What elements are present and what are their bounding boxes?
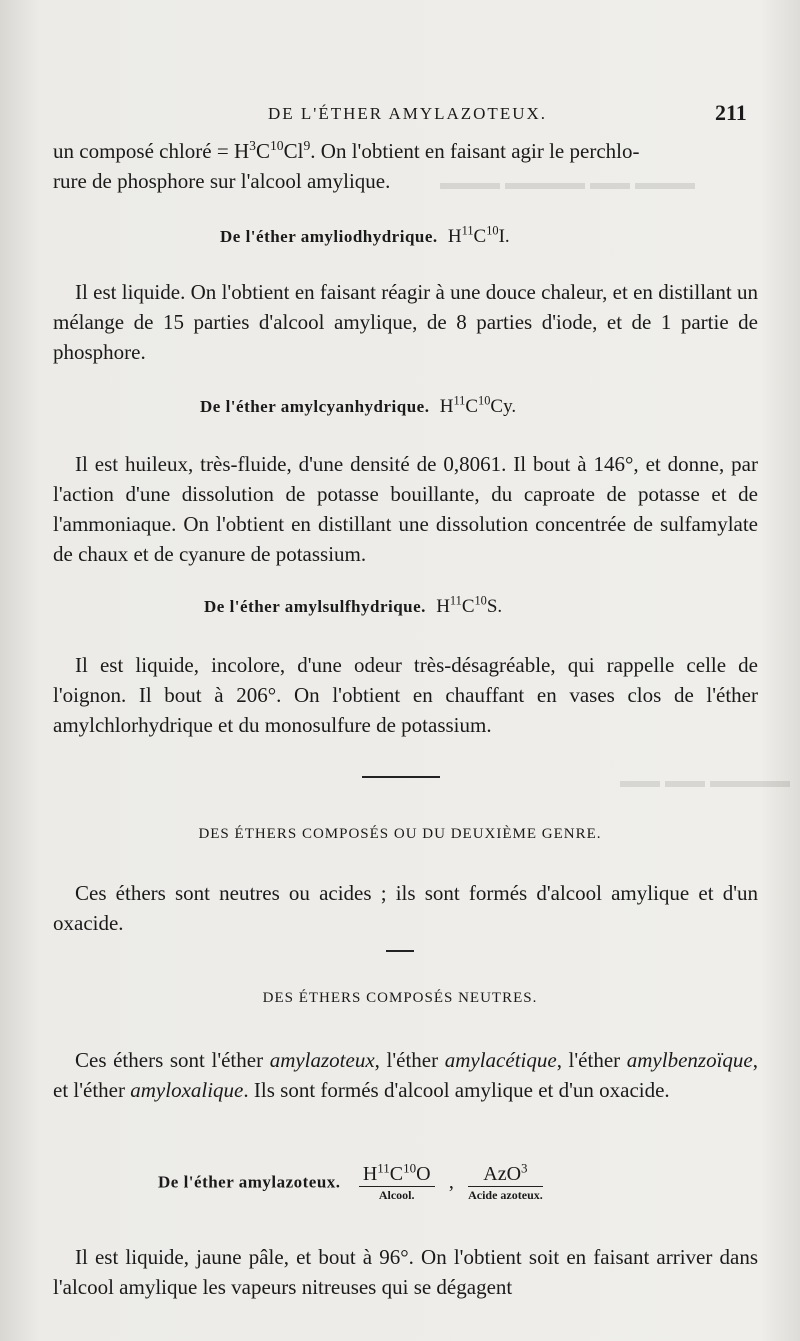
superscript: 3 xyxy=(249,138,256,153)
section-divider-rule xyxy=(386,950,414,952)
paragraph-ethers-neutres: Ces éthers sont l'éther amylazoteux, l'éther amylacétique, l'éther amylbenzoïque, et l'éther amyloxalique. Ils sont formés d'alcool amylique et d'un oxacide. xyxy=(53,1048,758,1102)
formula-fraction-acide: $\frac{AzO^3}{\text{Acide azoteux.}}$ xyxy=(468,1160,543,1202)
chemical-formula: $H^{11}C^{10}S$. xyxy=(436,593,503,617)
paragraph-cyanhydrique: Il est huileux, très-fluide, d'une densité de 0,8061. Il bout à 146°, et donne, par l'action d'une dissolution de potasse bouillante, du caproate de potasse et de l'ammoniaque. On l'obtient en distillant une dissolution concentrée de sulfamylate de chaux et de cyanure de potassium. xyxy=(53,452,758,566)
section-label: De l'éther amylsulfhydrique. xyxy=(204,597,426,616)
running-title: DE L'ÉTHER AMYLAZOTEUX. xyxy=(268,104,548,123)
text-run: Cl xyxy=(283,139,304,163)
italic-term: amylazoteux xyxy=(269,1048,375,1072)
heading-deuxieme-genre: DES ÉTHERS COMPOSÉS OU DU DEUXIÈME GENRE. xyxy=(198,826,602,842)
page-number: 211 xyxy=(715,100,747,125)
text-run: C xyxy=(255,139,270,163)
italic-term: amyloxalique xyxy=(130,1078,244,1102)
chemical-formula: $H^{11}C^{10}Cy$. xyxy=(439,393,517,417)
superscript: 10 xyxy=(269,138,284,153)
running-head xyxy=(0,100,800,130)
section-divider-rule xyxy=(362,776,440,778)
section-heading-cyanhydrique xyxy=(200,393,517,418)
section-label: De l'éther amyliodhydrique. xyxy=(220,227,438,246)
formula-separator: , xyxy=(448,1171,454,1193)
section-heading-iodhydrique xyxy=(220,223,510,248)
formula-fraction-alcool: $\frac{H^{11}C^{10}O}{\text{Alcool.}}$ xyxy=(359,1162,435,1203)
italic-term: amylacétique xyxy=(444,1048,557,1072)
show-through-texture: ▬▬▬▬ ▬▬ ▬▬ xyxy=(620,770,790,792)
formula-caption: Acide azoteux. xyxy=(468,1188,543,1202)
chemical-formula: $H^{11}C^{10}I$. xyxy=(447,223,510,247)
formula-caption: Alcool. xyxy=(378,1188,415,1202)
superscript: 9 xyxy=(303,138,311,153)
paragraph-iodhydrique: Il est liquide. On l'obtient en faisant réagir à une douce chaleur, et en distillant un mélange de 15 parties d'alcool amylique, de 8 parties d'iode, et de 1 partie de phosphore. xyxy=(53,280,758,364)
paragraph-perchlorure xyxy=(53,136,758,196)
section-heading-sulfhydrique xyxy=(204,593,503,618)
paragraph-sulfhydrique: Il est liquide, incolore, d'une odeur très-désagréable, qui rappelle celle de l'oignon. Il bout à 206°. On l'obtient en chauffant en vases clos de l'éther amylchlorhydrique et du monosulfure de potassium. xyxy=(53,653,758,737)
section-heading-amylazoteux xyxy=(158,1162,545,1203)
section-label: De l'éther amylazoteux. xyxy=(158,1172,341,1192)
text-run: un composé chloré = H xyxy=(53,139,250,163)
text-run: . On l'obtient en faisant agir le perchlo- xyxy=(310,139,640,163)
show-through-texture: ▬▬▬ ▬▬ ▬▬▬▬ ▬▬▬ xyxy=(440,172,695,194)
heading-ethers-neutres: DES ÉTHERS COMPOSÉS NEUTRES. xyxy=(262,990,538,1006)
italic-term: amylbenzoïque xyxy=(626,1048,753,1072)
section-label: De l'éther amylcyanhydrique. xyxy=(200,397,430,416)
text-run: rure de phosphore sur l'alcool amylique. xyxy=(53,169,391,193)
paragraph-amylazoteux: Il est liquide, jaune pâle, et bout à 96°. On l'obtient soit en faisant arriver dans l'alcool amylique les vapeurs nitreuses qui se dégagent xyxy=(53,1245,758,1299)
paragraph-ethers-composes: Ces éthers sont neutres ou acides ; ils sont formés d'alcool amylique et d'un oxacide. xyxy=(53,881,758,935)
